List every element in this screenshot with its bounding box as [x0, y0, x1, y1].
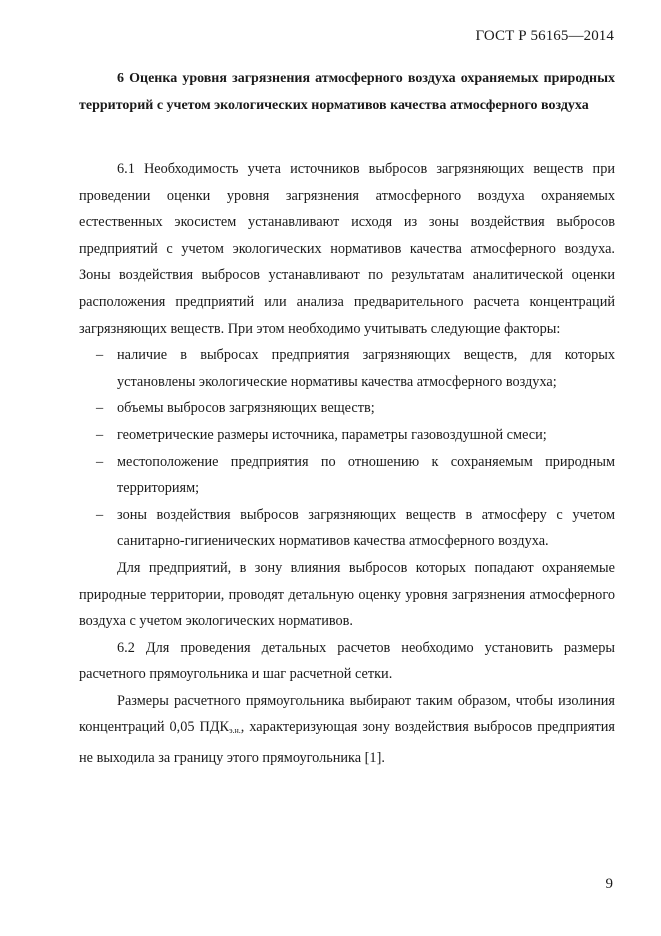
page-content: [79, 66, 615, 772]
list-item: [79, 395, 615, 422]
paragraph-detailed-assessment: Для предприятий, в зону влияния выбросов которых попадают охраняемые природные территории, проводят детальную оценку уровня загрязнения атмосферного воздуха с учетом экологических нормативов.: [79, 559, 615, 630]
list-item-text: наличие в выбросах предприятия загрязняющих веществ, для которых установлены экологические нормативы качества атмосферного воздуха;: [117, 347, 615, 390]
paragraph-rectangle-size: [79, 688, 615, 772]
list-item: [79, 422, 615, 449]
document-standard-header: ГОСТ Р 56165—2014: [475, 28, 614, 44]
list-item-text: местоположение предприятия по отношению к сохраняемым природным территориям;: [117, 453, 615, 497]
list-item: [79, 449, 615, 502]
paragraph-6-1: 6.1 Необходимость учета источников выбросов загрязняющих веществ при проведении оценки уровня загрязнения атмосферного воздуха охраняемых естественных экосистем устанавливают исходя из зоны воздействия выбросов предприятий с учетом экологических нормативов качества атмосферного воздуха. Зоны воздействия выбросов устанавливают по результатам аналитической оценки расположения предприятий или анализа предварительного расчета концентраций загрязняющих веществ. При этом необходимо учитывать следующие факторы:: [79, 161, 615, 337]
section-title: 6 Оценка уровня загрязнения атмосферного воздуха охраняемых природных территорий с учетом экологических нормативов качества атмосферного воздуха: [79, 71, 615, 113]
list-item-text: зоны воздействия выбросов загрязняющих веществ в атмосферу с учетом санитарно-гигиенических нормативов качества атмосферного воздуха.: [117, 506, 615, 550]
list-item: [79, 342, 615, 395]
list-dash: –: [96, 506, 104, 523]
page-number: 9: [605, 876, 613, 892]
pdk-subscript: э.н.: [229, 726, 241, 736]
list-item-text: геометрические размеры источника, параметры газовоздушной смеси;: [117, 426, 547, 443]
list-dash: –: [96, 426, 104, 443]
list-dash: –: [96, 347, 104, 364]
paragraph-text-start: Размеры расчетного прямоугольника выбирают таким образом, чтобы изолиния концентраций 0,05 ПДК: [79, 692, 615, 736]
paragraph-6-2: 6.2 Для проведения детальных расчетов необходимо установить размеры расчетного прямоугольника и шаг расчетной сетки.: [79, 639, 615, 683]
paragraph-text-end: , характеризующая зону воздействия выбросов предприятия не выходила за границу этого прямоугольника [1].: [79, 719, 615, 767]
list-item: [79, 502, 615, 555]
list-item-text: объемы выбросов загрязняющих веществ;: [117, 400, 375, 417]
list-dash: –: [96, 453, 104, 470]
factors-list: [79, 342, 615, 555]
list-dash: –: [96, 400, 104, 417]
